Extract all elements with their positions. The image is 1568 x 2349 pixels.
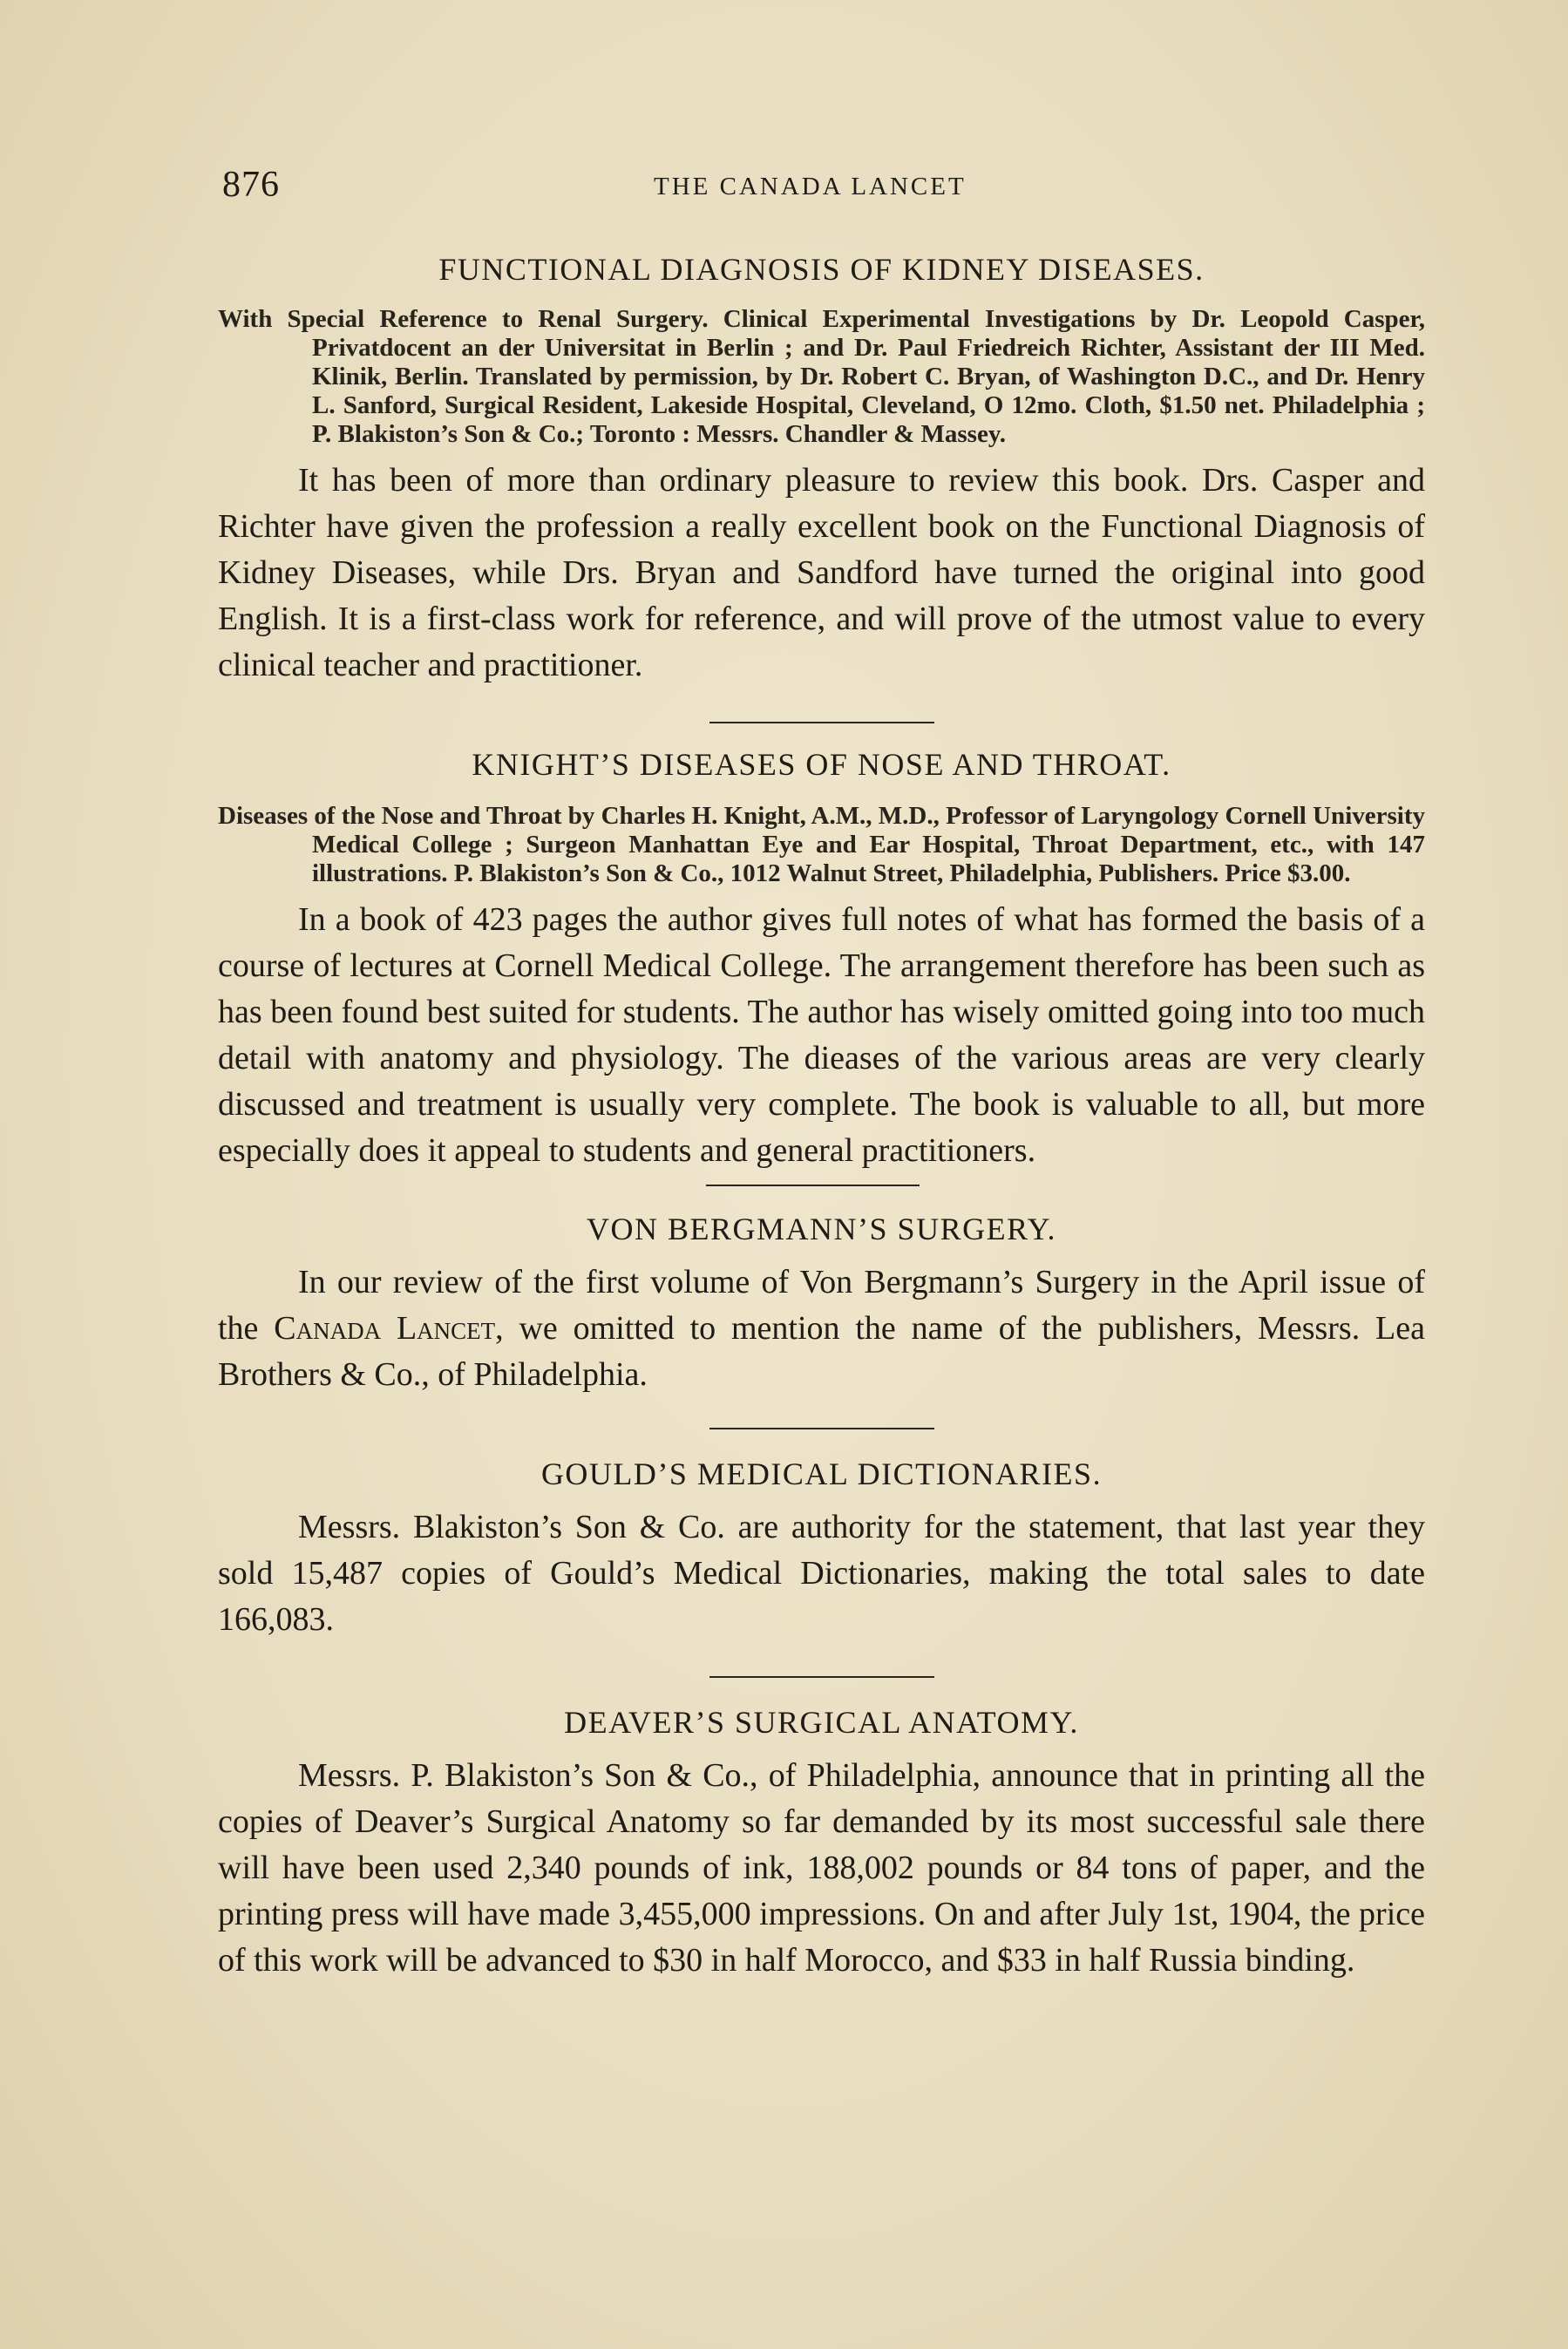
- section-divider: [709, 1428, 934, 1429]
- running-head: THE CANADA LANCET: [654, 173, 967, 200]
- review-title: GOULD’S MEDICAL DICTIONARIES.: [540, 1456, 1103, 1491]
- review-body: Messrs. Blakiston’s Son & Co. are authority for the statement, that last year they sold 15,487 copies of Gould’s Medical Dictionaries, making the total sales to date 166,083.: [218, 1509, 1425, 1638]
- review-body-text: , we omitted to mention the name of the publishers, Messrs. Lea Brothers & Co., of Philadelphia.: [218, 1310, 1425, 1393]
- section-divider: [709, 1676, 934, 1678]
- section-divider: [709, 722, 934, 723]
- review-body: [218, 1259, 1425, 1398]
- section-divider: [706, 1185, 920, 1186]
- review-title: VON BERGMANN’S SURGERY.: [587, 1212, 1056, 1246]
- page-header: [222, 164, 1425, 216]
- review-body: In a book of 423 pages the author gives full notes of what has formed the basis of a course of lectures at Cornell Medical College. The arrangement therefore has been such as has been found best suited for students. The author has wisely omitted going into too much detail with anatomy and physiology. The dieases of the various areas are very clearly discussed and treatment is usually very complete. The book is valuable to all, but more especially does it appeal to students and general practitioners.: [218, 901, 1425, 1169]
- review-von-bergmann: [218, 1211, 1425, 1398]
- notice-deaver-anatomy: [218, 1704, 1425, 1984]
- page-number: 876: [222, 165, 280, 205]
- review-body: It has been of more than ordinary pleasure to review this book. Drs. Casper and Richter have given the profession a really excellent book on the Functional Diagnosis of Kidney Diseases, while Drs. Bryan and Sandford have turned the original into good English. It is a first-class work for reference, and will prove of the utmost value to every clinical teacher and practitioner.: [218, 462, 1425, 683]
- review-knights-diseases: [218, 746, 1425, 1174]
- review-kidney-diseases: [218, 251, 1425, 689]
- journal-name: Canada Lancet: [274, 1310, 496, 1347]
- review-title: DEAVER’S SURGICAL ANATOMY.: [564, 1705, 1079, 1740]
- review-body: Messrs. P. Blakiston’s Son & Co., of Philadelphia, announce that in printing all the copies of Deaver’s Surgical Anatomy so far demanded by its most successful sale there will have been used 2,340 pounds of ink, 188,002 pounds or 84 tons of paper, and the printing press will have made 3,455,000 impressions. On and after July 1st, 1904, the price of this work will be advanced to $30 in half Morocco, and $33 in half Russia binding.: [218, 1757, 1425, 1979]
- page-content: [218, 251, 1425, 1984]
- review-title: KNIGHT’S DISEASES OF NOSE AND THROAT.: [472, 747, 1171, 782]
- review-body-text: In our review of the first volume of Von Bergmann’s Surgery in the April issue of the: [218, 1264, 1425, 1347]
- review-title: FUNCTIONAL DIAGNOSIS OF KIDNEY DISEASES.: [438, 252, 1205, 287]
- review-citation: With Special Reference to Renal Surgery. Clinical Experimental Investigations by Dr. Leopold Casper, Privatdocent an der Universitat in Berlin ; and Dr. Paul Friedreich Richter, Assistant der III Med. Klinik, Berlin. Translated by permission, by Dr. Robert C. Bryan, of Washington D.C., and Dr. Henry L. Sanford, Surgical Resident, Lakeside Hospital, Cleveland, O 12mo. Cloth, $1.50 net. Philadelphia ; P. Blakiston’s Son & Co.; Toronto : Messrs. Chandler & Massey.: [218, 305, 1425, 448]
- review-citation: Diseases of the Nose and Throat by Charles H. Knight, A.M., M.D., Professor of Laryngology Cornell University Medical College ; Surgeon Manhattan Eye and Ear Hospital, Throat Department, etc., with 147 illustrations. P. Blakiston’s Son & Co., 1012 Walnut Street, Philadelphia, Publishers. Price $3.00.: [218, 802, 1425, 887]
- notice-gould-dictionaries: [218, 1456, 1425, 1643]
